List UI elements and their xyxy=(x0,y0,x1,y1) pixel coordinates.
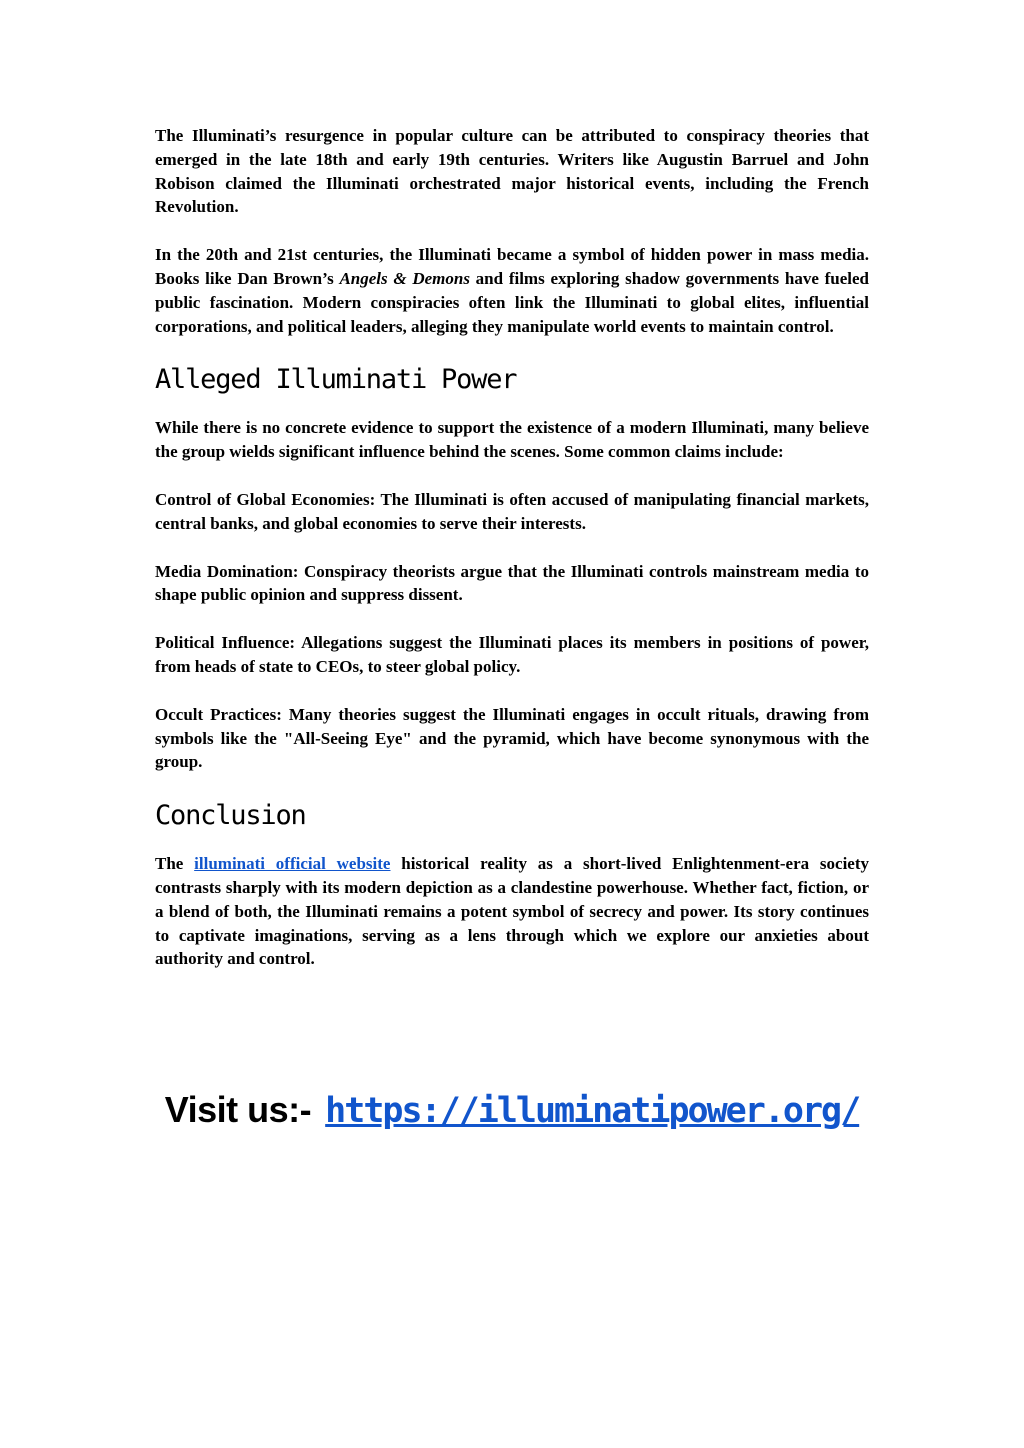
conclusion-end: historical reality as a short-lived Enlightenment-era society contrasts sharply with its modern depiction as a clandestine powerhouse. Whether fact, fiction, or a blend of both, the Illuminati remains a potent symbol of secrecy and power. Its story continues to captivate imaginations, serving as a lens through which we explore our anxieties about authority and control. xyxy=(155,854,870,969)
website-url-link[interactable]: https://illuminatipower.org/ xyxy=(325,1091,860,1131)
claim-political: Political Influence: Allegations suggest the Illuminati places its members in positions of power, from heads of state to CEOs, to steer global policy. xyxy=(155,633,869,676)
book-title: Angels & Demons xyxy=(339,268,470,288)
document-body xyxy=(155,124,869,995)
official-website-link[interactable]: illuminati official website xyxy=(194,854,391,874)
visit-us-label: Visit us:- xyxy=(164,1089,312,1130)
intro-paragraph-2 xyxy=(155,243,869,338)
intro-paragraph-2-end: and films exploring shadow governments have fueled public fascination. Modern conspiracies often link the Illuminati to global elites, influential corporations, and political leaders, alleging they manipulate world events to maintain control. xyxy=(155,268,869,336)
intro-paragraph-2-start: In the 20th and 21st centuries, the Illuminati became a symbol of hidden power in mass media. Books like Dan Brown’s xyxy=(155,245,869,288)
conclusion-heading: Conclusion xyxy=(155,800,306,832)
conclusion-paragraph xyxy=(155,852,869,971)
claim-economies: Control of Global Economies: The Illuminati is often accused of manipulating financial markets, central banks, and global economies to serve their interests. xyxy=(155,489,869,533)
intro-paragraph-1: The Illuminati’s resurgence in popular culture can be attributed to conspiracy theories that emerged in the late 18th and early 19th centuries. Writers like Augustin Barruel and John Robison claimed the Illuminati orchestrated major historical events, including the French Revolution. xyxy=(155,126,869,217)
conclusion-start: The xyxy=(155,854,195,874)
alleged-intro-paragraph: While there is no concrete evidence to support the existence of a modern Illuminati, many believe the group wields significant influence behind the scenes. Some common claims include: xyxy=(155,418,869,462)
visit-us-line xyxy=(0,1088,1024,1133)
alleged-power-heading: Alleged Illuminati Power xyxy=(155,364,517,396)
claim-media: Media Domination: Conspiracy theorists argue that the Illuminati controls mainstream media to shape public opinion and suppress dissent. xyxy=(155,561,869,605)
claim-occult: Occult Practices: Many theories suggest the Illuminati engages in occult rituals, drawing from symbols like the "All-Seeing Eye" and the pyramid, which have become synonymous with the group. xyxy=(155,704,869,772)
